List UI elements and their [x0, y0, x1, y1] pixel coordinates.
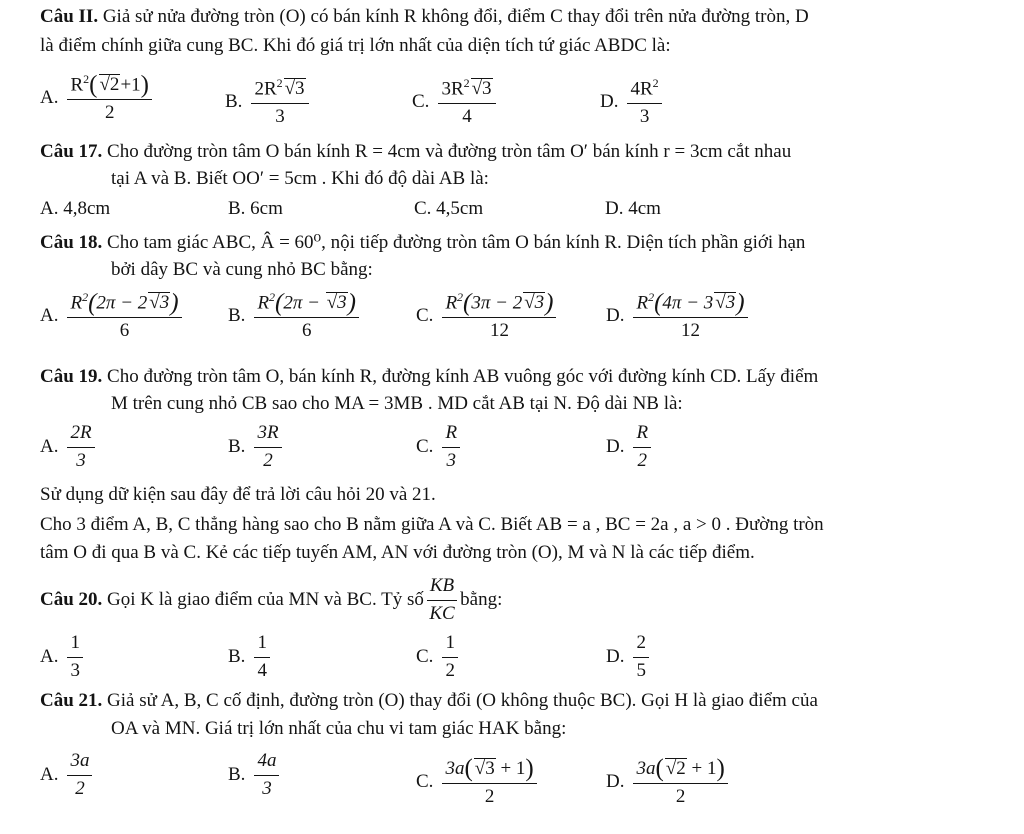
- shared-line2: tâm O đi qua B và C. Kẻ các tiếp tuyến AM, AN với đường tròn (O), M và N là các tiếp điểm.: [40, 542, 755, 563]
- question-21-line1: Câu 21. Giả sử A, B, C cố định, đường tròn (O) thay đổi (O không thuộc BC). Gọi H là giao điểm của: [40, 690, 818, 711]
- fraction: $\frac{4a}{3}$: [254, 750, 279, 801]
- fraction: $\frac{3R^2 √3}{4}$: [438, 76, 495, 129]
- question-II-line1: Câu II. Giả sử nửa đường tròn (O) có bán kính R không đổi, điểm C thay đổi trên nửa đường tròn, D: [40, 6, 809, 27]
- option-B[interactable]: B. $\frac{2R^2 √3}{3}$: [225, 76, 312, 129]
- fraction: $\frac{4R^2}{3}$: [627, 76, 661, 129]
- fraction: $\frac{R^2(2\pi - √3)}{6}$: [254, 290, 359, 343]
- question-21-line2: OA và MN. Giá trị lớn nhất của chu vi tam giác HAK bằng:: [111, 718, 567, 739]
- fraction: $\frac{2R}{3}$: [67, 422, 94, 473]
- fraction: $\frac{3a( √2 + 1)}{2}$: [633, 756, 727, 809]
- option-D[interactable]: D. $\frac{R^2(4\pi - 3 √3)}{12}$: [606, 290, 751, 343]
- fraction: $\frac{R^2(4\pi - 3 √3)}{12}$: [633, 290, 747, 343]
- question-II-options: [0, 72, 1024, 130]
- question-20: Câu 20. Gọi K là giao điểm của MN và BC. Tỷ số $\frac{KB}{KC}$ bằng:: [40, 575, 503, 624]
- fraction: $\frac{1}{4}$: [254, 632, 270, 683]
- option-C[interactable]: C. $\frac{R^2(3\pi - 2 √3)}{12}$: [416, 290, 559, 343]
- option-D[interactable]: D. $\frac{R}{2}$: [606, 422, 654, 473]
- fraction: $\frac{2R^2 √3}{3}$: [251, 76, 308, 129]
- question-18-line1: Câu 18. Cho tam giác ABC, Â = 60⁰, nội tiếp đường tròn tâm O bán kính R. Diện tích phần giới hạn: [40, 232, 806, 253]
- option-D[interactable]: D. $\frac{3a( √2 + 1)}{2}$: [606, 756, 731, 809]
- option-A[interactable]: A. $\frac{3a}{2}$: [40, 750, 95, 801]
- question-19-line2: M trên cung nhỏ CB sao cho MA = 3MB . MD cắt AB tại N. Độ dài NB là:: [111, 393, 683, 414]
- option-B[interactable]: B. $\frac{4a}{3}$: [228, 750, 282, 801]
- option-D[interactable]: D. 4cm: [605, 198, 661, 219]
- option-C[interactable]: C. $\frac{1}{2}$: [416, 632, 461, 683]
- option-C[interactable]: C. $\frac{3R^2 √3}{4}$: [412, 76, 499, 129]
- question-20-options: [0, 632, 1024, 686]
- option-B[interactable]: B. $\frac{R^2(2\pi - √3)}{6}$: [228, 290, 362, 343]
- question-17-line2: tại A và B. Biết OO′ = 5cm . Khi đó độ dài AB là:: [111, 168, 489, 189]
- option-A[interactable]: A. $\frac{R^2( √2+1)}{2}$: [40, 72, 155, 125]
- question-II-line2: là điểm chính giữa cung BC. Khi đó giá trị lớn nhất của diện tích tứ giác ABDC là:: [40, 35, 671, 56]
- fraction: $\frac{1}{3}$: [67, 632, 83, 683]
- option-B[interactable]: B. $\frac{1}{4}$: [228, 632, 273, 683]
- fraction: $\frac{1}{2}$: [442, 632, 458, 683]
- fraction: $\frac{R^2( √2+1)}{2}$: [67, 72, 152, 125]
- fraction: $\frac{R}{3}$: [442, 422, 460, 473]
- question-17-line1: Câu 17. Cho đường tròn tâm O bán kính R = 4cm và đường tròn tâm O′ bán kính r = 3cm cắt nhau: [40, 141, 792, 162]
- question-18-line2: bởi dây BC và cung nhỏ BC bằng:: [111, 259, 373, 280]
- fraction: $\frac{R^2(2\pi - 2 √3)}{6}$: [67, 290, 181, 343]
- option-C[interactable]: C. $\frac{R}{3}$: [416, 422, 463, 473]
- fraction: $\frac{3a( √3 + 1)}{2}$: [442, 756, 536, 809]
- fraction: $\frac{3a}{2}$: [67, 750, 92, 801]
- option-A[interactable]: A. $\frac{1}{3}$: [40, 632, 86, 683]
- option-B[interactable]: B. $\frac{3R}{2}$: [228, 422, 285, 473]
- option-C[interactable]: C. 4,5cm: [414, 198, 484, 219]
- shared-intro: Sử dụng dữ kiện sau đây để trả lời câu hỏi 20 và 21.: [40, 484, 436, 505]
- question-18-options: [0, 290, 1024, 352]
- option-D[interactable]: D. $\frac{2}{5}$: [606, 632, 652, 683]
- question-19-options: [0, 422, 1024, 478]
- option-D[interactable]: D. $\frac{4R^2}{3}$: [600, 76, 665, 129]
- fraction: $\frac{2}{5}$: [633, 632, 649, 683]
- option-A[interactable]: A. $\frac{2R}{3}$: [40, 422, 98, 473]
- fraction: $\frac{R^2(3\pi - 2 √3)}{12}$: [442, 290, 556, 343]
- option-B[interactable]: B. 6cm: [228, 198, 283, 219]
- option-A[interactable]: A. $\frac{R^2(2\pi - 2 √3)}{6}$: [40, 290, 185, 343]
- question-19-line1: Câu 19. Cho đường tròn tâm O, bán kính R, đường kính AB vuông góc với đường kính CD. Lấy điểm: [40, 366, 819, 387]
- fraction: $\frac{KB}{KC}$: [427, 575, 457, 626]
- question-21-options: [0, 750, 1024, 820]
- fraction: $\frac{R}{2}$: [633, 422, 651, 473]
- option-C[interactable]: C. $\frac{3a( √3 + 1)}{2}$: [416, 756, 540, 809]
- fraction: $\frac{3R}{2}$: [254, 422, 281, 473]
- option-A[interactable]: A. 4,8cm: [40, 198, 111, 219]
- shared-line1: Cho 3 điểm A, B, C thẳng hàng sao cho B nằm giữa A và C. Biết AB = a , BC = 2a , a > 0 . Đường tròn: [40, 514, 824, 535]
